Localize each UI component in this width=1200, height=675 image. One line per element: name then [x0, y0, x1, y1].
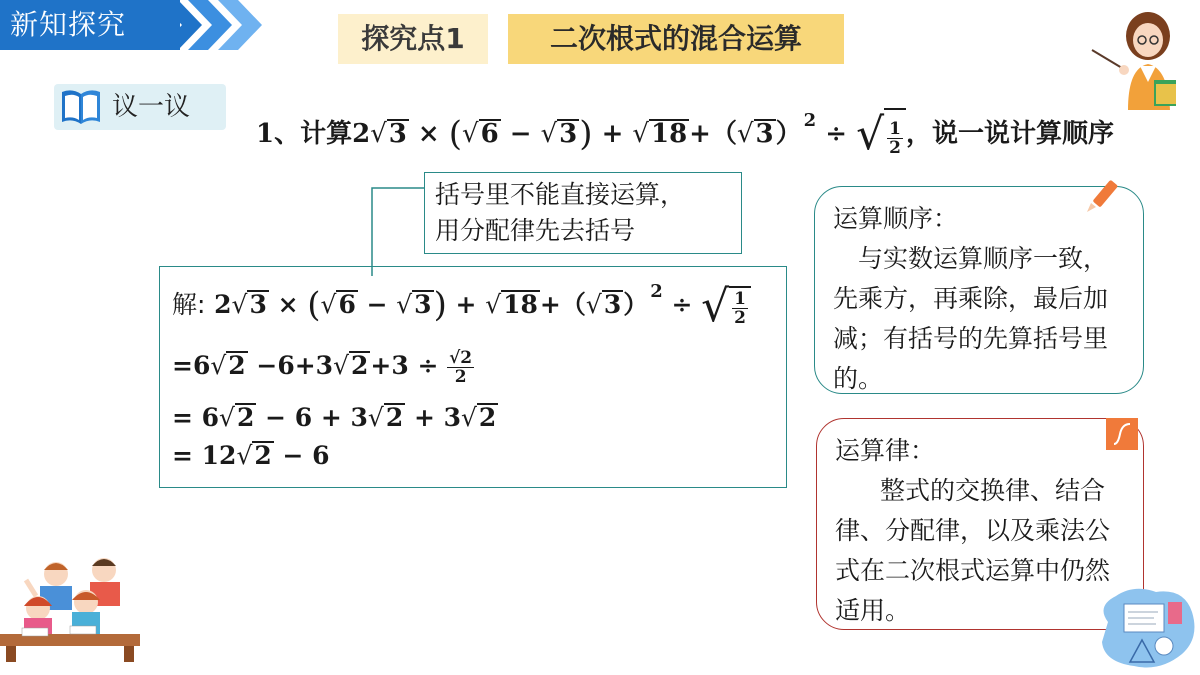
solution-box	[159, 266, 787, 488]
note-laws-title: 运算律：	[835, 436, 936, 465]
chevron-arrows-icon	[158, 0, 268, 50]
callout-line-2: 用分配律先去括号	[435, 216, 636, 245]
function-icon	[1106, 418, 1138, 450]
tag-topic: 二次根式的混合运算	[508, 14, 844, 64]
section-banner: 新知探究	[0, 0, 180, 50]
students-illustration	[0, 552, 140, 662]
note-order-text: 与实数运算顺序一致，先乘方，再乘除，最后加减；有括号的先算括号里的。	[833, 244, 1109, 393]
problem-expression: 2√3 × (√6 − √3) + √18+（√3） $^2$ ÷ √ $\frac{1}{2}$	[352, 119, 906, 149]
note-operation-order	[814, 186, 1144, 394]
problem-suffix: ，说一说计算顺序	[905, 119, 1114, 149]
tag-point: 探究点1	[338, 14, 488, 64]
solution-line-3: = 6√2 − 6 + 3√2 + 3√2	[172, 403, 497, 432]
math-decoration-illustration	[1094, 582, 1200, 672]
hint-callout	[424, 172, 742, 254]
callout-leader-line	[360, 186, 430, 278]
note-laws-text: 整式的交换律、结合律、分配律，以及乘法公式在二次根式运算中仍然适用。	[835, 476, 1111, 625]
pencil-icon	[1082, 176, 1122, 216]
discuss-label: 议一议	[112, 92, 191, 122]
problem-prefix: 1、计算	[256, 119, 353, 149]
solution-line-4: = 12√2 − 6	[172, 441, 330, 470]
solution-label: 解:	[172, 290, 206, 319]
book-icon	[56, 84, 106, 128]
teacher-illustration	[1088, 6, 1188, 110]
solution-line-2: =6√2 −6+3√2+3 ÷ $\frac{√2}{2}$	[172, 348, 473, 387]
note-order-title: 运算顺序：	[833, 204, 959, 233]
solution-line-1: 解: 2√3 × (√6 − √3) + √18+（√3） $^2$ ÷ √ $\frac{1}{2}$	[172, 281, 751, 329]
problem-statement	[256, 96, 1114, 160]
callout-line-1: 括号里不能直接运算，	[435, 180, 686, 209]
